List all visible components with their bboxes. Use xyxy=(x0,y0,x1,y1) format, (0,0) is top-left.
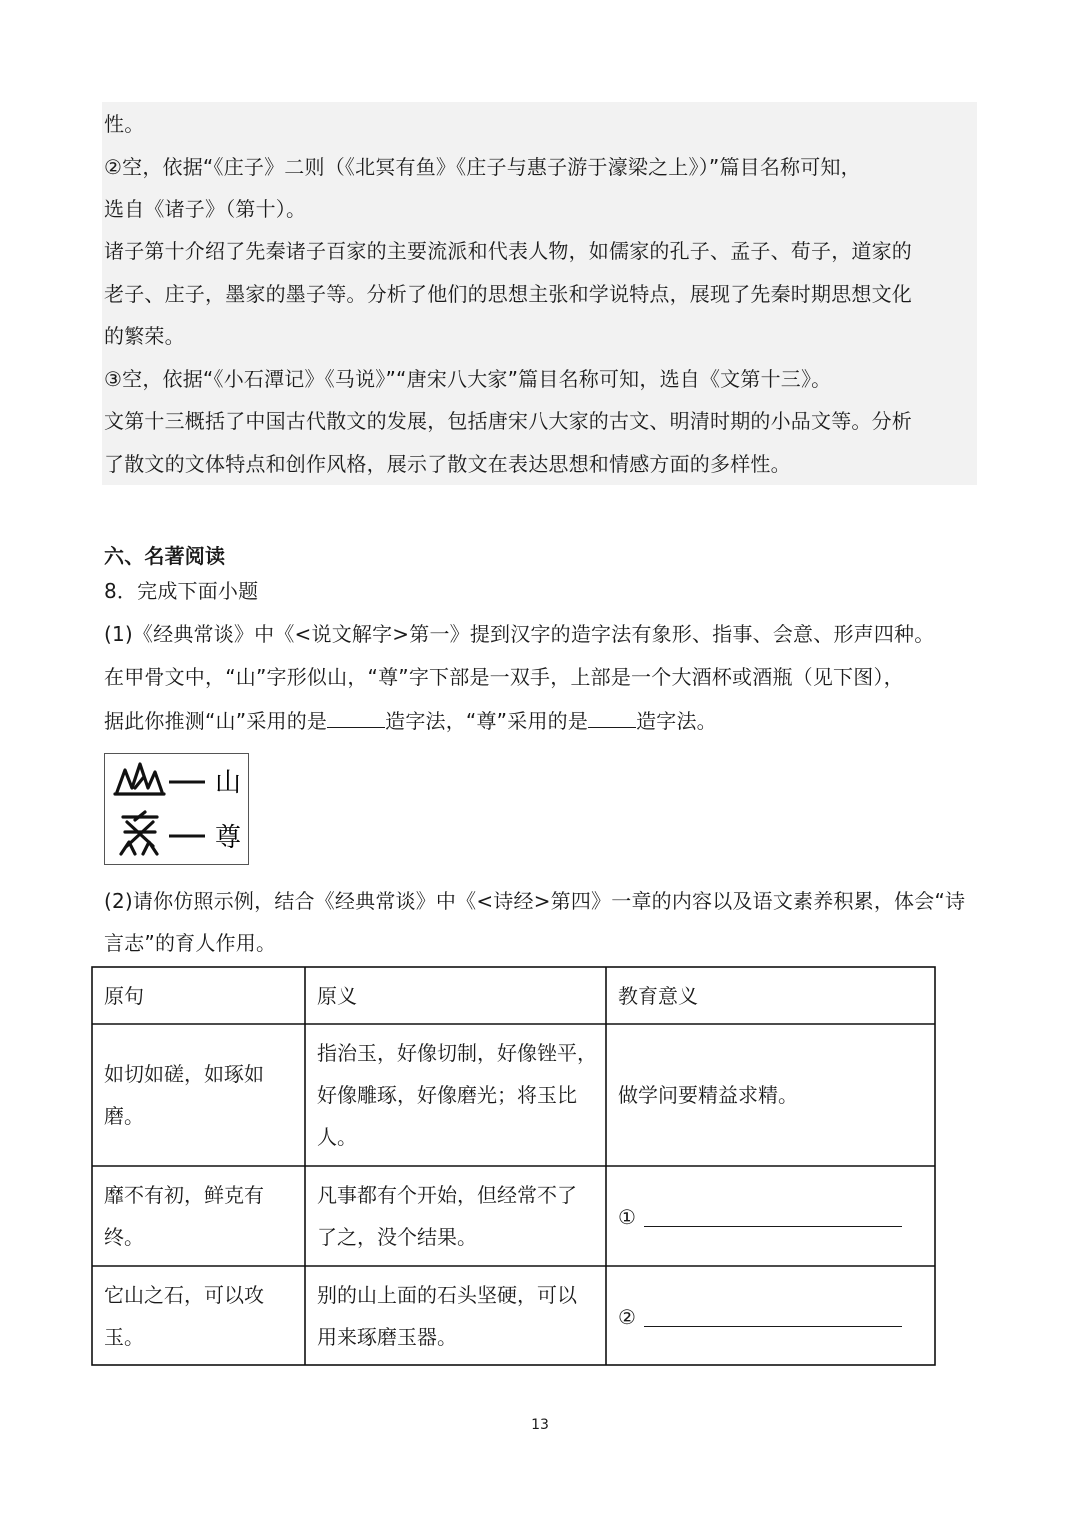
table-cell: 终。 xyxy=(104,1225,144,1249)
table-cell: 别的山上面的石头坚硬，可以 xyxy=(317,1283,577,1307)
answer-line: 选自《诸子》（第十）。 xyxy=(104,197,307,221)
table-cell: 用来琢磨玉器。 xyxy=(317,1325,457,1349)
table-header-education: 教育意义 xyxy=(618,984,698,1008)
table-cell: 人。 xyxy=(317,1125,357,1149)
answer-line: 性。 xyxy=(104,112,145,136)
modern-char-zun: 尊 xyxy=(215,823,242,853)
table-header-meaning: 原义 xyxy=(317,984,357,1008)
table-cell: 好像雕琢，好像磨光；将玉比 xyxy=(317,1083,577,1107)
table-header-original: 原句 xyxy=(104,984,144,1008)
question-1-line: 在甲骨文中，“山”字形似山，“尊”字下部是一双手，上部是一个大酒杯或酒瓶（见下图）， xyxy=(104,665,904,689)
table-cell: 了之，没个结果。 xyxy=(317,1225,477,1249)
table-cell: 如切如磋，如琢如 xyxy=(104,1062,264,1086)
answer-line-1[interactable] xyxy=(644,1226,902,1227)
table-cell: 做学问要精益求精。 xyxy=(618,1083,798,1107)
question-2-line: (2)请你仿照示例，结合《经典常谈》中《<诗经>第四》一章的内容以及语文素养积累，体会“诗 xyxy=(104,889,966,913)
question-2-line: 言志”的育人作用。 xyxy=(104,931,277,955)
section-heading: 六、名著阅读 xyxy=(104,544,226,568)
page-number: 13 xyxy=(531,1417,549,1433)
answer-line: 老子、庄子，墨家的墨子等。分析了他们的思想主张和学说特点，展现了先秦时期思想文化 xyxy=(104,282,912,306)
answer-marker-1: ① xyxy=(618,1205,636,1229)
answer-line: 了散文的文体特点和创作风格，展示了散文在表达思想和情感方面的多样性。 xyxy=(104,452,791,476)
question-1-text: 据此你推测“山”采用的是 xyxy=(104,709,328,733)
question-1-line: (1)《经典常谈》中《<说文解字>第一》提到汉字的造字法有象形、指事、会意、形声四种。 xyxy=(104,622,935,646)
table-cell: 磨。 xyxy=(104,1104,144,1128)
table-cell: 玉。 xyxy=(104,1325,144,1349)
answer-marker-2: ② xyxy=(618,1305,636,1329)
answer-line: ②空，依据“《庄子》二则（《北冥有鱼》《庄子与惠子游于濠梁之上》）”篇目名称可知， xyxy=(104,155,861,179)
answer-line-2[interactable] xyxy=(644,1326,902,1327)
table-cell: 指治玉，好像切制，好像锉平， xyxy=(317,1041,597,1065)
answer-line: 的繁荣。 xyxy=(104,324,185,348)
table-cell: 凡事都有个开始，但经常不了 xyxy=(317,1183,577,1207)
answer-line: 文第十三概括了中国古代散文的发展，包括唐宋八大家的古文、明清时期的小品文等。分析 xyxy=(104,409,912,433)
answer-line: ③空，依据“《小石潭记》《马说》”“唐宋八大家”篇目名称可知，选自《文第十三》。 xyxy=(104,367,832,391)
question-1-text: 造字法。 xyxy=(636,709,717,733)
answer-line: 诸子第十介绍了先秦诸子百家的主要流派和代表人物，如儒家的孔子、孟子、荀子，道家的 xyxy=(104,239,912,263)
table-cell: 靡不有初，鲜克有 xyxy=(104,1183,264,1207)
table-cell: 它山之石，可以攻 xyxy=(104,1283,264,1307)
modern-char-shan: 山 xyxy=(215,768,242,798)
question-1-text: 造字法，“尊”采用的是 xyxy=(385,709,589,733)
question-title: 8．完成下面小题 xyxy=(104,579,259,603)
